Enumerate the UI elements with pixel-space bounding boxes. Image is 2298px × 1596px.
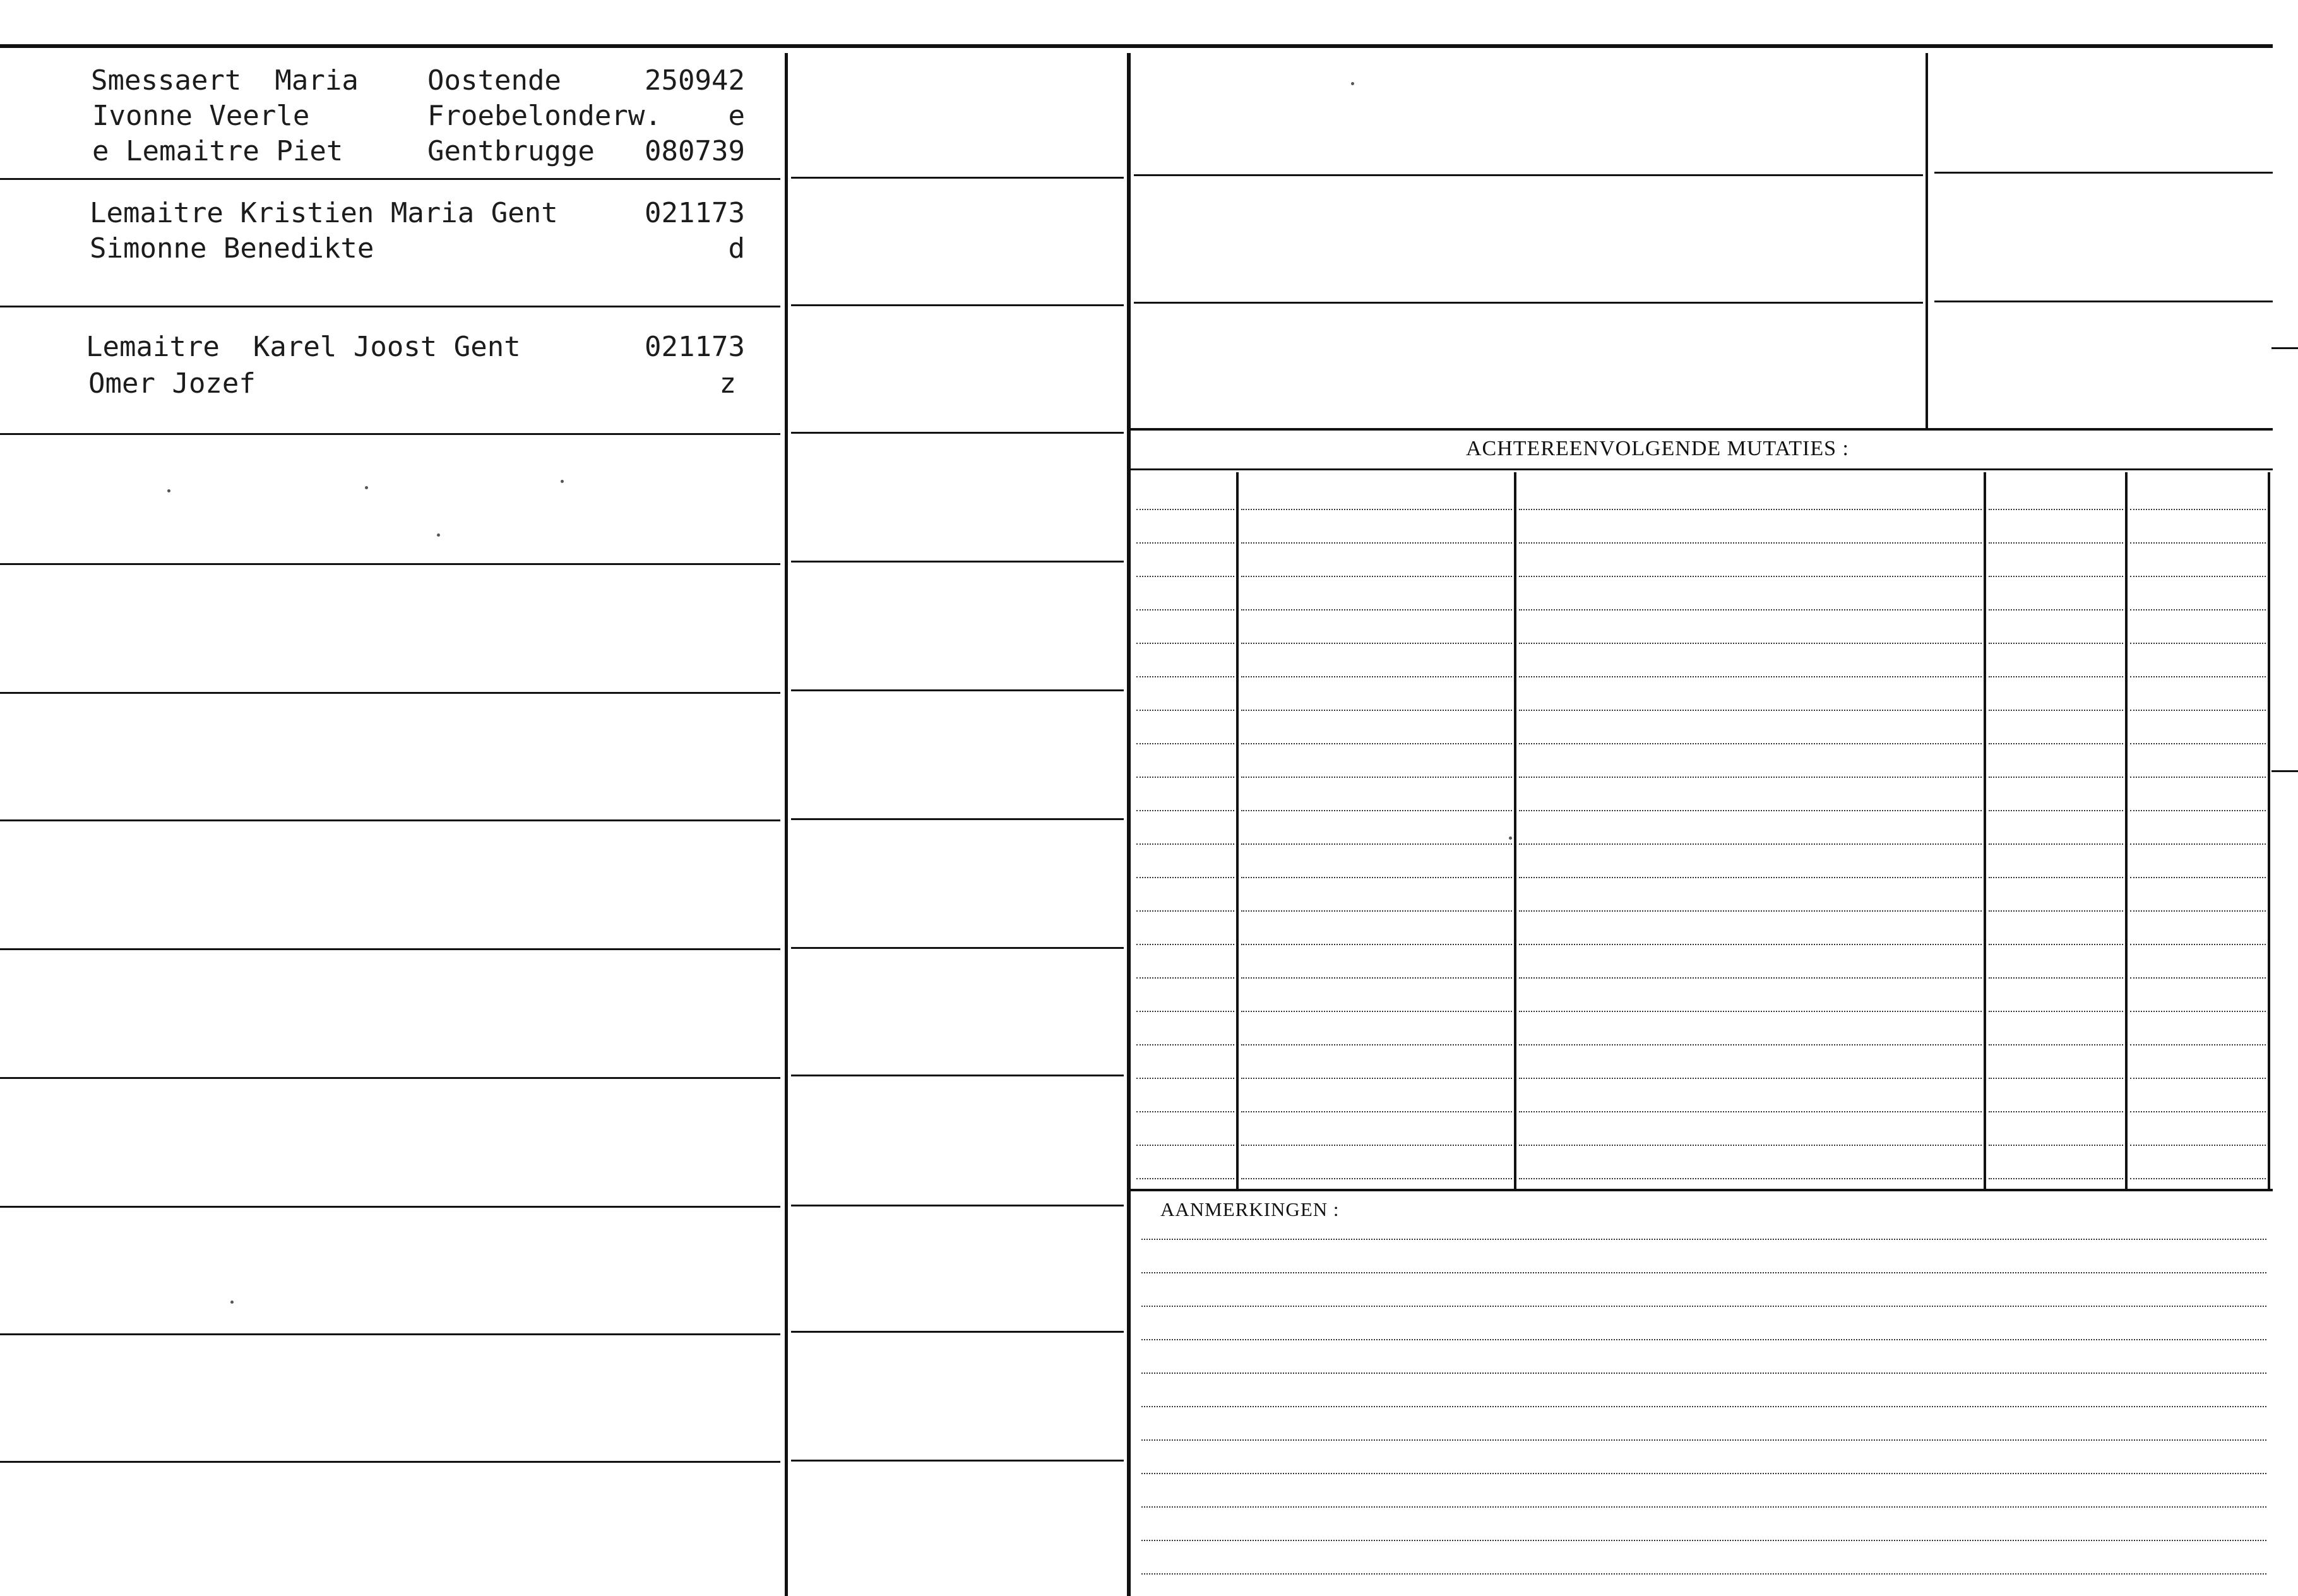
- mutaties-dotted-line: [1989, 542, 2123, 544]
- column-divider-2: [1127, 53, 1131, 1596]
- mutaties-dotted-line: [1241, 1011, 1512, 1012]
- mutaties-dotted-line: [1241, 542, 1512, 544]
- aanmerkingen-dotted-line: [1141, 1540, 2266, 1541]
- scan-speck: [230, 1301, 234, 1304]
- mutaties-dotted-line: [1989, 777, 2123, 778]
- scan-speck: [1509, 837, 1512, 840]
- mutaties-dotted-line: [2130, 944, 2266, 945]
- mutaties-dotted-line: [2130, 609, 2266, 610]
- mutaties-dotted-line: [1241, 810, 1512, 811]
- aanmerkingen-title: AANMERKINGEN :: [1160, 1198, 1340, 1220]
- mutaties-top: [1131, 468, 2273, 470]
- mutaties-dotted-line: [1136, 977, 1234, 979]
- mutaties-dotted-line: [1136, 944, 1234, 945]
- row-line: [791, 1075, 1124, 1076]
- mutaties-dotted-line: [2130, 1178, 2266, 1179]
- mutaties-dotted-line: [2130, 1145, 2266, 1146]
- mutaties-dotted-line: [1136, 1078, 1234, 1079]
- upper-right-bottom: [1131, 428, 2273, 431]
- mutaties-dotted-line: [2130, 810, 2266, 811]
- mutaties-dotted-line: [1136, 710, 1234, 711]
- record-name-line: Simonne Benedikte: [90, 232, 374, 265]
- mutaties-dotted-line: [1241, 676, 1512, 677]
- row-line: [791, 1331, 1124, 1333]
- mutaties-dotted-line: [1989, 1044, 2123, 1045]
- row-line: [0, 948, 780, 950]
- mutaties-dotted-line: [1241, 509, 1512, 510]
- upper-right-divider: [1926, 53, 1928, 429]
- row-line: [0, 1206, 780, 1208]
- mutaties-dotted-line: [1241, 1145, 1512, 1146]
- mutaties-dotted-line: [1136, 910, 1234, 912]
- mutaties-dotted-line: [1136, 843, 1234, 845]
- mutaties-dotted-line: [1241, 1044, 1512, 1045]
- mutaties-dotted-line: [1136, 509, 1234, 510]
- mutaties-dotted-line: [2130, 1011, 2266, 1012]
- mutaties-dotted-line: [1519, 609, 1982, 610]
- mutaties-dotted-line: [1989, 710, 2123, 711]
- mutaties-dotted-line: [1989, 643, 2123, 644]
- aanmerkingen-dotted-line: [1141, 1439, 2266, 1441]
- mutaties-dotted-line: [2130, 676, 2266, 677]
- mutaties-dotted-line: [2130, 977, 2266, 979]
- row-line: [0, 1077, 780, 1079]
- mutaties-dotted-line: [1241, 576, 1512, 577]
- record-name-line: Lemaitre Karel Joost Gent: [86, 331, 521, 363]
- mutaties-dotted-line: [1519, 843, 1982, 845]
- row-line: [0, 819, 780, 821]
- mutaties-col: [2268, 472, 2270, 1189]
- mutaties-dotted-line: [1136, 1145, 1234, 1146]
- mutaties-dotted-line: [2130, 710, 2266, 711]
- mutaties-bottom: [1131, 1189, 2273, 1191]
- mutaties-dotted-line: [1136, 1111, 1234, 1112]
- aanmerkingen-dotted-line: [1141, 1373, 2266, 1374]
- mutaties-dotted-line: [2130, 743, 2266, 744]
- mutaties-dotted-line: [1989, 910, 2123, 912]
- mutaties-dotted-line: [1519, 542, 1982, 544]
- record-date-code: 080739: [645, 135, 745, 167]
- mutaties-dotted-line: [1136, 877, 1234, 878]
- mutaties-dotted-line: [1241, 777, 1512, 778]
- mutaties-dotted-line: [1519, 509, 1982, 510]
- scan-speck: [561, 480, 564, 483]
- edge-tick: [2271, 347, 2298, 349]
- mutaties-dotted-line: [1989, 1078, 2123, 1079]
- upper-right-row-line: [1134, 302, 1923, 304]
- mutaties-dotted-line: [1989, 877, 2123, 878]
- mutaties-dotted-line: [1136, 1178, 1234, 1179]
- mutaties-dotted-line: [2130, 777, 2266, 778]
- mutaties-dotted-line: [1519, 877, 1982, 878]
- mutaties-dotted-line: [1989, 676, 2123, 677]
- mutaties-dotted-line: [1136, 743, 1234, 744]
- mutaties-dotted-line: [1519, 1078, 1982, 1079]
- record-place: Froebelonderw.: [427, 100, 662, 132]
- mutaties-dotted-line: [1519, 743, 1982, 744]
- aanmerkingen-dotted-line: [1141, 1573, 2266, 1575]
- mutaties-dotted-line: [1519, 1044, 1982, 1045]
- edge-tick: [2271, 770, 2298, 772]
- mutaties-dotted-line: [2130, 843, 2266, 845]
- record-code-letter: d: [728, 232, 745, 265]
- aanmerkingen-dotted-line: [1141, 1506, 2266, 1508]
- record-date-code: 021173: [645, 197, 745, 229]
- record-name-line: Smessaert Maria: [91, 64, 359, 97]
- row-line: [0, 306, 780, 307]
- record-place: Gentbrugge: [427, 135, 595, 167]
- mutaties-dotted-line: [2130, 643, 2266, 644]
- aanmerkingen-dotted-line: [1141, 1473, 2266, 1474]
- aanmerkingen-dotted-line: [1141, 1239, 2266, 1240]
- row-line: [791, 1460, 1124, 1462]
- mutaties-dotted-line: [1241, 910, 1512, 912]
- mutaties-dotted-line: [1519, 810, 1982, 811]
- row-line: [0, 1461, 780, 1463]
- upper-right-row-line: [1134, 174, 1923, 176]
- aanmerkingen-dotted-line: [1141, 1272, 2266, 1273]
- mutaties-dotted-line: [2130, 910, 2266, 912]
- mutaties-dotted-line: [1519, 977, 1982, 979]
- row-line: [791, 561, 1124, 563]
- mutaties-dotted-line: [1136, 777, 1234, 778]
- record-name-line: Ivonne Veerle: [92, 100, 310, 132]
- mutaties-dotted-line: [1241, 944, 1512, 945]
- mutaties-dotted-line: [1241, 609, 1512, 610]
- upper-right-row-line: [1934, 172, 2273, 174]
- aanmerkingen-dotted-line: [1141, 1339, 2266, 1340]
- mutaties-dotted-line: [1241, 877, 1512, 878]
- mutaties-dotted-line: [1519, 676, 1982, 677]
- mutaties-dotted-line: [1519, 576, 1982, 577]
- mutaties-dotted-line: [1136, 609, 1234, 610]
- record-date-code: 021173: [645, 331, 745, 363]
- mutaties-dotted-line: [1241, 1178, 1512, 1179]
- mutaties-dotted-line: [2130, 542, 2266, 544]
- scan-speck: [437, 533, 440, 537]
- row-line: [0, 433, 780, 435]
- column-divider-1: [785, 53, 788, 1596]
- row-line: [791, 1205, 1124, 1206]
- mutaties-dotted-line: [1989, 1011, 2123, 1012]
- record-name-line: Lemaitre Kristien Maria Gent: [90, 197, 558, 229]
- upper-right-row-line: [1934, 301, 2273, 302]
- mutaties-dotted-line: [2130, 1044, 2266, 1045]
- mutaties-dotted-line: [1136, 576, 1234, 577]
- aanmerkingen-dotted-line: [1141, 1406, 2266, 1407]
- mutaties-dotted-line: [1519, 1111, 1982, 1112]
- row-line: [791, 818, 1124, 820]
- row-line: [791, 947, 1124, 949]
- mutaties-dotted-line: [1519, 777, 1982, 778]
- mutaties-dotted-line: [1136, 810, 1234, 811]
- mutaties-dotted-line: [1241, 643, 1512, 644]
- row-line: [791, 304, 1124, 306]
- row-line: [791, 689, 1124, 691]
- mutaties-dotted-line: [2130, 509, 2266, 510]
- mutaties-col: [1236, 472, 1239, 1189]
- record-place: Oostende: [427, 64, 561, 97]
- record-code-letter: e: [728, 100, 745, 132]
- mutaties-dotted-line: [1989, 810, 2123, 811]
- mutaties-dotted-line: [1519, 1178, 1982, 1179]
- record-name-line: e Lemaitre Piet: [92, 135, 343, 167]
- scan-speck: [1351, 82, 1354, 85]
- mutaties-dotted-line: [1241, 1111, 1512, 1112]
- mutaties-title: ACHTEREENVOLGENDE MUTATIES :: [1466, 437, 1849, 460]
- mutaties-dotted-line: [1241, 977, 1512, 979]
- mutaties-col: [2125, 472, 2128, 1189]
- mutaties-dotted-line: [1136, 542, 1234, 544]
- mutaties-dotted-line: [2130, 576, 2266, 577]
- mutaties-dotted-line: [1989, 1178, 2123, 1179]
- mutaties-dotted-line: [1241, 710, 1512, 711]
- mutaties-dotted-line: [1136, 676, 1234, 677]
- mutaties-dotted-line: [1241, 843, 1512, 845]
- mutaties-col: [1984, 472, 1986, 1189]
- mutaties-dotted-line: [1989, 1145, 2123, 1146]
- row-line: [791, 432, 1124, 434]
- row-line: [791, 177, 1124, 179]
- row-line: [0, 563, 780, 565]
- mutaties-dotted-line: [2130, 1078, 2266, 1079]
- mutaties-dotted-line: [2130, 1111, 2266, 1112]
- mutaties-dotted-line: [1136, 643, 1234, 644]
- mutaties-dotted-line: [1136, 1011, 1234, 1012]
- mutaties-dotted-line: [1989, 576, 2123, 577]
- mutaties-dotted-line: [1989, 843, 2123, 845]
- record-date-code: 250942: [645, 64, 745, 97]
- row-line: [0, 1333, 780, 1335]
- mutaties-dotted-line: [1989, 609, 2123, 610]
- mutaties-dotted-line: [2130, 877, 2266, 878]
- mutaties-dotted-line: [1989, 509, 2123, 510]
- top-border: [0, 44, 2273, 48]
- mutaties-dotted-line: [1136, 1044, 1234, 1045]
- record-code-letter: z: [719, 367, 736, 400]
- mutaties-dotted-line: [1519, 643, 1982, 644]
- mutaties-dotted-line: [1519, 910, 1982, 912]
- mutaties-dotted-line: [1989, 743, 2123, 744]
- aanmerkingen-dotted-line: [1141, 1306, 2266, 1307]
- mutaties-col: [1514, 472, 1516, 1189]
- mutaties-dotted-line: [1989, 977, 2123, 979]
- mutaties-dotted-line: [1989, 944, 2123, 945]
- mutaties-dotted-line: [1241, 743, 1512, 744]
- scan-speck: [167, 489, 170, 492]
- scan-speck: [365, 486, 368, 489]
- row-line: [0, 692, 780, 694]
- mutaties-dotted-line: [1519, 1145, 1982, 1146]
- mutaties-dotted-line: [1519, 1011, 1982, 1012]
- row-line: [0, 178, 780, 180]
- mutaties-dotted-line: [1989, 1111, 2123, 1112]
- mutaties-dotted-line: [1519, 944, 1982, 945]
- mutaties-dotted-line: [1519, 710, 1982, 711]
- mutaties-dotted-line: [1241, 1078, 1512, 1079]
- record-name-line: Omer Jozef: [88, 367, 256, 400]
